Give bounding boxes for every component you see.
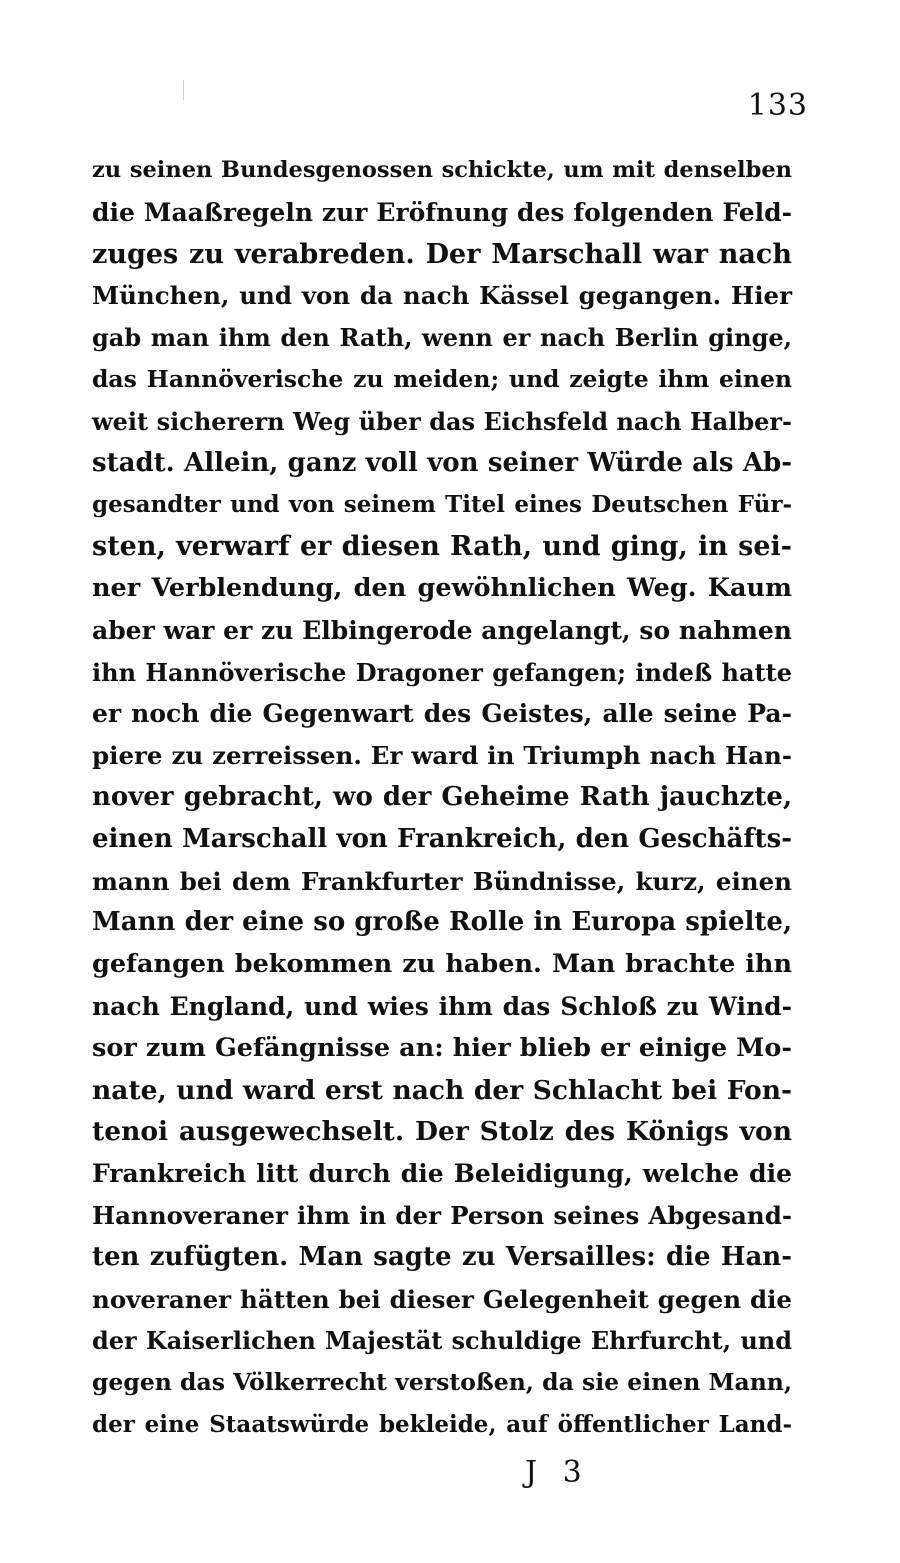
- text-line: einen Marschall von Frankreich, den Geschäfts-: [92, 823, 792, 854]
- text-line: gab man ihm den Rath, wenn er nach Berlin ginge,: [92, 323, 792, 353]
- text-line: tenoi ausgewechselt. Der Stolz des Königs von: [92, 1116, 792, 1148]
- text-line: sor zum Gefängnisse an: hier blieb er einige Mo-: [92, 1032, 792, 1063]
- text-line: piere zu zerreissen. Er ward in Triumph nach Han-: [92, 741, 792, 771]
- body-text: [92, 150, 792, 1446]
- text-line: stadt. Allein, ganz voll von seiner Würde als Ab-: [92, 447, 792, 478]
- text-line: ten zufügten. Man sagte zu Versailles: die Han-: [92, 1241, 792, 1272]
- text-line: gesandter und von seinem Titel eines Deutschen Für-: [92, 491, 792, 519]
- text-line: München, und von da nach Kässel gegangen. Hier: [92, 281, 792, 311]
- text-line: Mann der eine so große Rolle in Europa spielte,: [92, 907, 792, 938]
- text-line: nach England, und wies ihm das Schloß zu Wind-: [92, 991, 792, 1021]
- text-line: weit sicherern Weg über das Eichsfeld nach Halber-: [92, 406, 792, 436]
- text-line: ihn Hannöverische Dragoner gefangen; indeß hatte: [92, 657, 792, 687]
- text-line: nate, und ward erst nach der Schlacht bei Fon-: [92, 1074, 792, 1106]
- text-line: zu seinen Bundesgenossen schickte, um mit denselben: [92, 157, 792, 183]
- signature-mark: J 3: [525, 1455, 590, 1490]
- margin-mark: [183, 80, 184, 100]
- text-line: Frankreich litt durch die Beleidigung, welche die: [92, 1159, 792, 1189]
- text-line: sten, verwarf er diesen Rath, und ging, in sei-: [92, 531, 792, 563]
- text-line: aber war er zu Elbingerode angelangt, so nahmen: [92, 615, 792, 645]
- text-line: ner Verblendung, den gewöhnlichen Weg. Kaum: [92, 572, 792, 603]
- text-line: der eine Staatswürde bekleide, auf öffentlicher Land-: [92, 1410, 792, 1438]
- text-line: gefangen bekommen zu haben. Man brachte ihn: [92, 949, 792, 980]
- text-line: der Kaiserlichen Majestät schuldige Ehrfurcht, und: [92, 1326, 792, 1356]
- text-line: er noch die Gegenwart des Geistes, alle seine Pa-: [92, 699, 792, 729]
- page-number: 133: [747, 88, 808, 123]
- text-line: gegen das Völkerrecht verstoßen, da sie einen Mann,: [92, 1368, 793, 1397]
- text-line: zuges zu verabreden. Der Marschall war nach: [92, 238, 792, 270]
- text-line: noveraner hätten bei dieser Gelegenheit gegen die: [92, 1284, 792, 1314]
- text-line: das Hannöverische zu meiden; und zeigte ihm einen: [92, 364, 792, 393]
- text-line: Hannoveraner ihm in der Person seines Abgesand-: [92, 1200, 792, 1230]
- text-line: nover gebracht, wo der Geheime Rath jauchzte,: [92, 781, 792, 812]
- text-line: mann bei dem Frankfurter Bündnisse, kurz, einen: [92, 866, 792, 896]
- text-line: die Maaßregeln zur Eröfnung des folgenden Feld-: [92, 197, 792, 227]
